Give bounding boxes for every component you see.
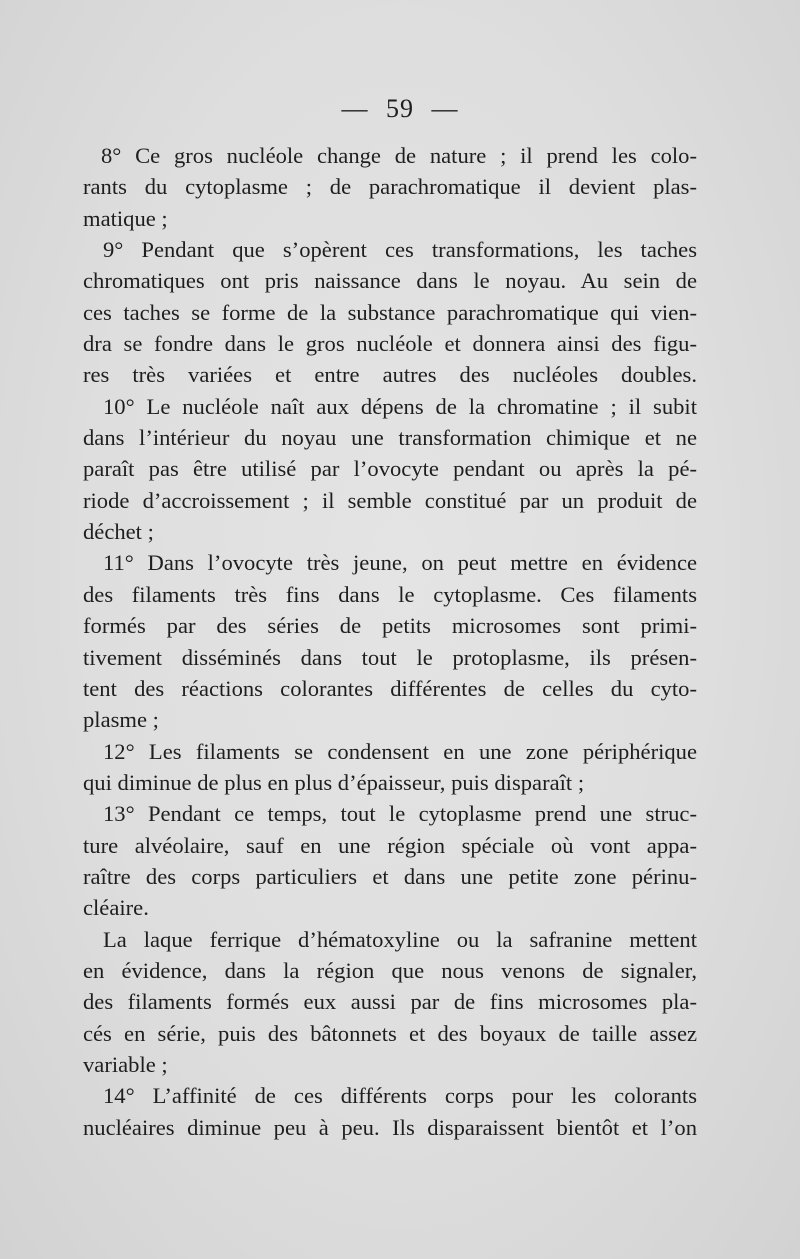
text-line: matique ;	[83, 205, 168, 231]
text-line: rants du cytoplasme ; de parachromatique il devient plas-	[83, 174, 697, 200]
text-line: dans l’intérieur du noyau une transformation chimique et ne	[83, 425, 697, 451]
text-line: ture alvéolaire, sauf en une région spéciale où vont appa-	[83, 832, 697, 858]
page-number: 59	[386, 94, 414, 123]
text-line: 9° Pendant que s’opèrent ces transformations, les taches	[103, 237, 697, 263]
text-line: cléaire.	[83, 895, 149, 921]
text-line: formés par des séries de petits microsomes sont primi-	[83, 613, 697, 639]
text-line: chromatiques ont pris naissance dans le noyau. Au sein de	[83, 268, 697, 294]
text-line: 12° Les filaments se condensent en une zone périphérique	[103, 738, 697, 764]
text-line: raître des corps particuliers et dans une petite zone périnu-	[83, 863, 697, 889]
text-line: ces taches se forme de la substance parachromatique qui vien-	[83, 299, 697, 325]
text-line: 13° Pendant ce temps, tout le cytoplasme prend une struc-	[103, 801, 697, 827]
text-line: riode d’accroissement ; il semble constitué par un produit de	[83, 487, 697, 513]
body-text	[83, 140, 697, 1143]
text-line: paraît pas être utilisé par l’ovocyte pendant ou après la pé-	[83, 456, 697, 482]
text-line: tent des réactions colorantes différentes de celles du cyto-	[83, 675, 697, 701]
text-line: nucléaires diminue peu à peu. Ils disparaissent bientôt et l’on	[83, 1114, 697, 1140]
folio-dash-left: —	[341, 94, 369, 123]
text-line: des filaments formés eux aussi par de fins microsomes pla-	[83, 989, 697, 1015]
text-line: 8° Ce gros nucléole change de nature ; il prend les colo-	[101, 143, 697, 168]
text-line: 14° L’affinité de ces différents corps pour les colorants	[103, 1083, 697, 1109]
text-line: dra se fondre dans le gros nucléole et donnera ainsi des figu-	[83, 331, 697, 357]
text-line: des filaments très fins dans le cytoplasme. Ces filaments	[83, 581, 697, 607]
text-line: res très variées et entre autres des nucléoles doubles.	[83, 362, 697, 388]
text-line: tivement disséminés dans tout le protoplasme, ils présen-	[83, 644, 697, 670]
text-line: qui diminue de plus en plus d’épaisseur, puis disparaît ;	[83, 769, 585, 795]
text-line: 10° Le nucléole naît aux dépens de la chromatine ; il subit	[103, 393, 697, 419]
text-line: en évidence, dans la région que nous venons de signaler,	[83, 957, 697, 983]
page-number-header	[0, 94, 800, 124]
text-line: La laque ferrique d’hématoxyline ou la safranine mettent	[103, 926, 697, 952]
text-line: 11° Dans l’ovocyte très jeune, on peut mettre en évidence	[103, 550, 697, 576]
text-line: déchet ;	[83, 519, 154, 545]
text-line: variable ;	[83, 1051, 168, 1077]
text-line: plasme ;	[83, 707, 159, 733]
text-line: cés en série, puis des bâtonnets et des boyaux de taille assez	[83, 1020, 697, 1046]
folio-dash-right: —	[431, 94, 459, 123]
